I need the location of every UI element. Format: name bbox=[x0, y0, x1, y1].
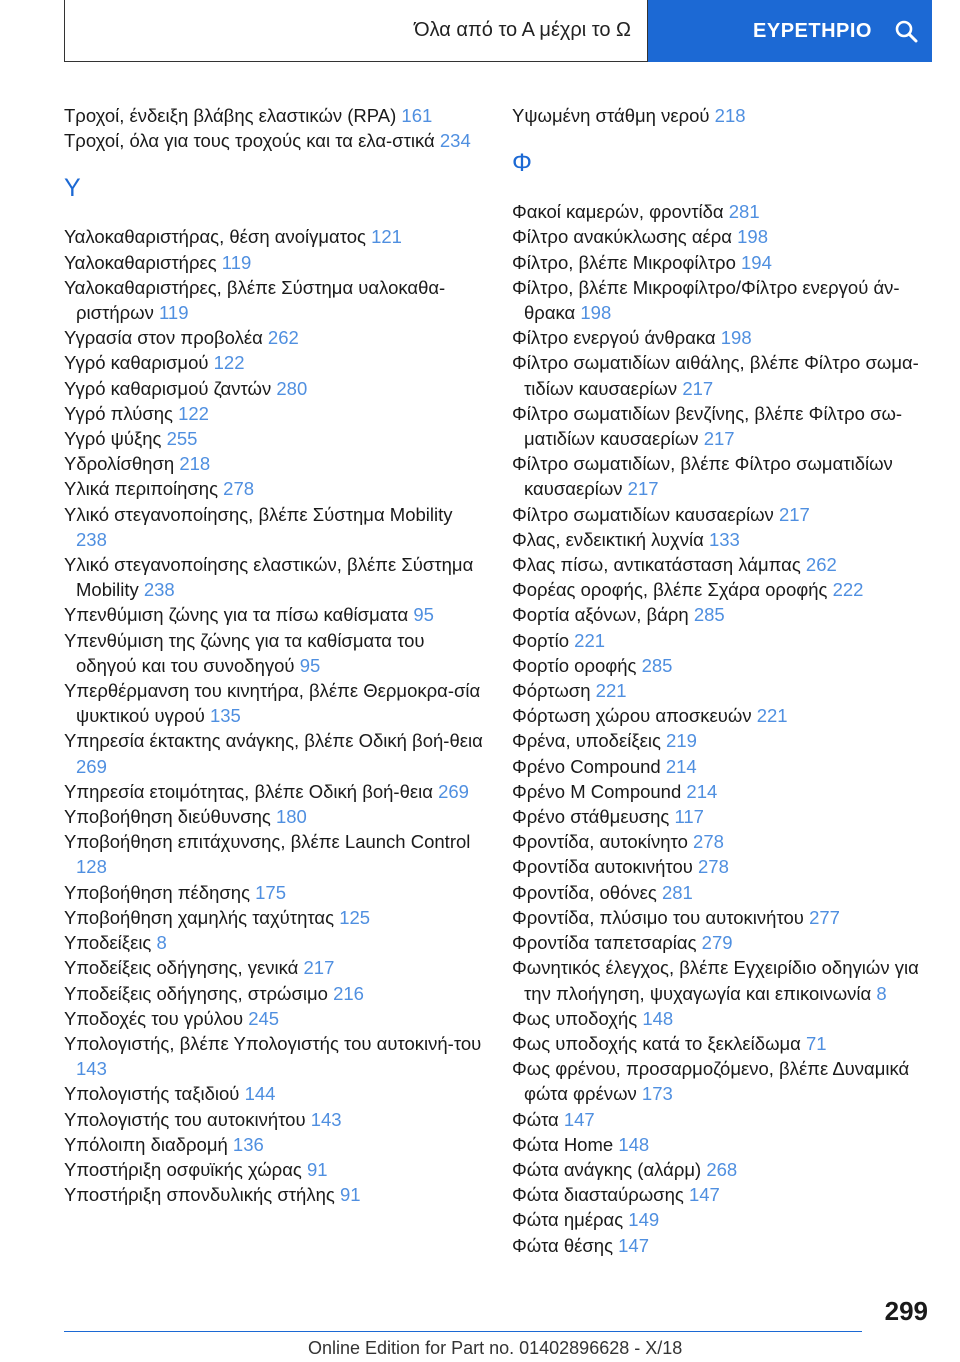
index-entry bbox=[512, 1132, 932, 1157]
index-entry-text: Φως υποδοχής κατά το ξεκλείδωμα bbox=[512, 1032, 807, 1054]
index-entry-page-link[interactable]: 217 bbox=[682, 377, 714, 399]
index-entry bbox=[64, 829, 484, 879]
index-entry-text: Τροχοί, όλα για τους τροχούς και τα ελα-στικά bbox=[64, 130, 440, 152]
index-entry-text: Φρένο στάθμευσης bbox=[512, 806, 675, 828]
index-entry-page-link[interactable]: 117 bbox=[674, 806, 704, 828]
index-entry-page-link[interactable]: 245 bbox=[248, 1007, 280, 1029]
index-entry-page-link[interactable]: 262 bbox=[267, 327, 299, 349]
index-entry bbox=[512, 754, 932, 779]
index-entry bbox=[512, 199, 932, 224]
index-entry-text: Υποδείξεις οδήγησης, στρώσιμο bbox=[64, 982, 334, 1004]
index-entry-text: Υλικό στεγανοποίησης, βλέπε Σύστημα Mobility bbox=[64, 503, 453, 525]
index-entry bbox=[64, 905, 484, 930]
index-entry-page-link[interactable]: 279 bbox=[701, 932, 733, 954]
index-entry-text: Φως υποδοχής bbox=[512, 1007, 643, 1029]
index-entry-text: Φώτα διασταύρωσης bbox=[512, 1184, 689, 1206]
index-entry-page-link[interactable]: 198 bbox=[580, 302, 612, 324]
index-entry-text: Φορτία αξόνων, βάρη bbox=[512, 604, 694, 626]
index-entry bbox=[512, 804, 932, 829]
index-entry-text: Υπολογιστής του αυτοκινήτου bbox=[64, 1108, 311, 1130]
index-entry bbox=[64, 602, 484, 627]
index-entry bbox=[512, 527, 932, 552]
index-entry bbox=[512, 250, 932, 275]
index-entry-page-link[interactable]: 278 bbox=[698, 856, 729, 878]
index-entry-text: Φώτα Home bbox=[512, 1133, 619, 1155]
index-entry bbox=[512, 1233, 932, 1258]
index-entry-page-link[interactable]: 285 bbox=[693, 604, 725, 626]
index-entry-text: Φώτα θέσης bbox=[512, 1234, 619, 1256]
index-entry bbox=[64, 804, 484, 829]
index-entry bbox=[512, 1031, 932, 1056]
index-entry bbox=[64, 451, 484, 476]
index-entry-page-link[interactable]: 269 bbox=[76, 755, 107, 777]
index-entry-text: Φορτίο οροφής bbox=[512, 654, 642, 676]
index-entry bbox=[64, 779, 484, 804]
index-entry-page-link[interactable]: 71 bbox=[806, 1032, 827, 1054]
index-entry-text: Φροντίδα αυτοκινήτου bbox=[512, 856, 699, 878]
index-entry bbox=[512, 678, 932, 703]
index-entry-page-link[interactable]: 285 bbox=[641, 654, 673, 676]
index-entry bbox=[64, 880, 484, 905]
index-entry-page-link[interactable]: 278 bbox=[223, 478, 255, 500]
index-entry-page-link[interactable]: 143 bbox=[310, 1108, 342, 1130]
index-entry-text: Υγρό καθαρισμού ζαντών bbox=[64, 377, 277, 399]
index-entry bbox=[512, 653, 932, 678]
index-entry-text: Φροντίδα ταπετσαρίας bbox=[512, 932, 702, 954]
header bbox=[64, 0, 932, 64]
index-entry bbox=[512, 224, 932, 249]
index-entry-page-link[interactable]: 280 bbox=[276, 377, 308, 399]
index-entry bbox=[512, 1157, 932, 1182]
index-entry-page-link[interactable]: 218 bbox=[179, 453, 211, 475]
index-entry-page-link[interactable]: 221 bbox=[595, 680, 627, 702]
index-entry-page-link[interactable]: 194 bbox=[741, 251, 772, 273]
index-entry-page-link[interactable]: 198 bbox=[737, 226, 768, 248]
index-entry-text: Υπόλοιπη διαδρομή bbox=[64, 1133, 233, 1155]
index-entry-page-link[interactable]: 144 bbox=[244, 1083, 276, 1105]
search-icon[interactable] bbox=[894, 19, 918, 43]
tab-all-a-to-z[interactable] bbox=[64, 0, 648, 62]
index-entry-text: Φίλτρο, βλέπε Μικροφίλτρο bbox=[512, 251, 742, 273]
index-entry-text: Υπηρεσία ετοιμότητας, βλέπε Οδική βοή-θεια bbox=[64, 780, 439, 802]
index-entry-page-link[interactable]: 173 bbox=[641, 1083, 673, 1105]
index-entry bbox=[64, 401, 484, 426]
index-entry-page-link[interactable]: 95 bbox=[413, 604, 434, 626]
index-entry bbox=[64, 1031, 484, 1081]
index-entry bbox=[64, 426, 484, 451]
index-entry-page-link[interactable]: 198 bbox=[720, 327, 752, 349]
index-entry bbox=[512, 829, 932, 854]
index-entry bbox=[64, 325, 484, 350]
index-entry-page-link[interactable]: 221 bbox=[756, 705, 788, 727]
index-entry-page-link[interactable]: 278 bbox=[693, 831, 724, 853]
index-entry-text: Υδρολίσθηση bbox=[64, 453, 180, 475]
index-entry-text: Υποδοχές του γρύλου bbox=[64, 1007, 249, 1029]
index-entry-text: Φίλτρο σωματιδίων καυσαερίων bbox=[512, 503, 779, 525]
index-entry-text: Υαλοκαθαριστήρες bbox=[64, 251, 222, 273]
index-entry bbox=[64, 128, 484, 153]
index-entry-page-link[interactable]: 222 bbox=[832, 579, 864, 601]
index-column-left bbox=[64, 103, 484, 1207]
index-entry-text: Φίλτρο, βλέπε Μικροφίλτρο/Φίλτρο ενεργού άν-θρακα bbox=[512, 276, 900, 324]
index-entry-page-link[interactable]: 91 bbox=[306, 1158, 328, 1180]
index-entry bbox=[512, 854, 932, 879]
right-entries-top bbox=[512, 103, 932, 128]
index-entry bbox=[512, 577, 932, 602]
index-entry bbox=[64, 1006, 484, 1031]
index-entry bbox=[64, 1132, 484, 1157]
index-entry bbox=[64, 628, 484, 678]
index-entry bbox=[512, 880, 932, 905]
index-entry bbox=[64, 224, 484, 249]
index-entry-page-link[interactable]: 234 bbox=[439, 130, 471, 152]
section-letter-upsilon: Υ bbox=[64, 174, 81, 203]
index-entry-text: Υπολογιστής ταξιδιού bbox=[64, 1083, 245, 1105]
index-entry-text: Φόρτωση bbox=[512, 680, 596, 702]
index-entry-page-link[interactable]: 255 bbox=[166, 428, 198, 450]
page-number: 299 bbox=[884, 1296, 928, 1326]
index-entry bbox=[64, 103, 484, 128]
index-entry-text: Φίλτρο ενεργού άνθρακα bbox=[512, 327, 721, 349]
index-entry bbox=[512, 103, 932, 128]
index-entry bbox=[512, 703, 932, 728]
index-entry-page-link[interactable]: 122 bbox=[213, 352, 245, 374]
index-entry-page-link[interactable]: 136 bbox=[232, 1133, 264, 1155]
footer-divider bbox=[64, 1331, 862, 1332]
index-entry bbox=[512, 1006, 932, 1031]
index-entry-page-link[interactable]: 217 bbox=[627, 478, 659, 500]
index-entry bbox=[64, 1182, 484, 1207]
index-entry-page-link[interactable]: 91 bbox=[339, 1184, 361, 1206]
index-entry-text: Φώτα ανάγκης (αλάρμ) bbox=[512, 1158, 707, 1180]
index-entry-text: Φρένο Compound bbox=[512, 755, 666, 777]
index-entry bbox=[64, 930, 484, 955]
index-entry-page-link[interactable]: 119 bbox=[221, 251, 252, 273]
index-entry bbox=[64, 1107, 484, 1132]
index-entry-page-link[interactable]: 161 bbox=[401, 105, 433, 126]
index-entry bbox=[64, 1157, 484, 1182]
index-entry-text: Υλικά περιποίησης bbox=[64, 478, 224, 500]
index-entry-page-link[interactable]: 148 bbox=[618, 1133, 650, 1155]
index-entry-page-link[interactable]: 268 bbox=[706, 1158, 738, 1180]
index-entry-text: Υπηρεσία έκτακτης ανάγκης, βλέπε Οδική βοή-θεια bbox=[64, 730, 483, 752]
index-entry-page-link[interactable]: 217 bbox=[303, 957, 335, 979]
index-entry-text: Φλας, ενδεικτική λυχνία bbox=[512, 528, 709, 550]
index-entry bbox=[64, 376, 484, 401]
index-entry bbox=[512, 779, 932, 804]
index-entry-text: Υποβοήθηση επιτάχυνσης, βλέπε Launch Control bbox=[64, 831, 471, 853]
tab-index[interactable] bbox=[648, 0, 932, 62]
index-entry-text: Υγρό καθαρισμού bbox=[64, 352, 214, 374]
index-entry-text: Φρένα, υποδείξεις bbox=[512, 730, 667, 752]
index-entry-text: Υλικό στεγανοποίησης ελαστικών, βλέπε Σύστημα Mobility bbox=[64, 554, 474, 601]
index-entry-page-link[interactable]: 143 bbox=[76, 1058, 107, 1080]
index-entry-page-link[interactable]: 147 bbox=[563, 1108, 595, 1130]
index-column-right bbox=[512, 103, 932, 1258]
index-entry-page-link[interactable]: 221 bbox=[574, 629, 606, 651]
index-entry bbox=[64, 981, 484, 1006]
index-entry bbox=[64, 476, 484, 501]
index-entry-text: Υψωμένη στάθμη νερού bbox=[512, 105, 715, 126]
index-entry-page-link[interactable]: 119 bbox=[159, 302, 189, 324]
index-entry-page-link[interactable]: 281 bbox=[728, 201, 760, 223]
index-entry-text: Φώτα bbox=[512, 1108, 564, 1130]
index-entry-page-link[interactable]: 95 bbox=[299, 654, 321, 676]
left-entries-top bbox=[64, 103, 484, 153]
index-entry-page-link[interactable]: 149 bbox=[628, 1209, 660, 1231]
index-entry-page-link[interactable]: 133 bbox=[708, 528, 740, 550]
index-entry-text: Φορτίο bbox=[512, 629, 575, 651]
index-entry bbox=[512, 1056, 932, 1106]
footer-edition-text: Online Edition for Part no. 01402896628 - X/18 bbox=[308, 1338, 683, 1358]
index-entry-page-link[interactable]: 122 bbox=[178, 402, 209, 424]
index-entry bbox=[64, 552, 484, 602]
index-entry-text: Φλας πίσω, αντικατάσταση λάμπας bbox=[512, 554, 806, 576]
index-entry bbox=[512, 728, 932, 753]
index-entry-text: Υπενθύμιση ζώνης για τα πίσω καθίσματα bbox=[64, 604, 414, 626]
index-entry-page-link[interactable]: 214 bbox=[686, 780, 718, 802]
index-entry-page-link[interactable]: 238 bbox=[143, 579, 175, 601]
index-entry bbox=[512, 602, 932, 627]
index-entry bbox=[512, 1107, 932, 1132]
index-entry bbox=[512, 1207, 932, 1232]
index-entry bbox=[512, 401, 932, 451]
index-entry bbox=[512, 628, 932, 653]
index-entry-page-link[interactable]: 175 bbox=[255, 881, 287, 903]
index-entry-text: Φορέας οροφής, βλέπε Σχάρα οροφής bbox=[512, 579, 833, 601]
tab-index-label: ΕΥΡΕΤΗΡΙΟ bbox=[753, 19, 872, 42]
index-entry bbox=[512, 552, 932, 577]
index-entry bbox=[512, 1182, 932, 1207]
index-entry-text: Υγρασία στον προβολέα bbox=[64, 327, 268, 349]
index-entry-page-link[interactable]: 8 bbox=[156, 932, 167, 954]
index-entry-text: Φροντίδα, οθόνες bbox=[512, 881, 662, 903]
index-entry-page-link[interactable]: 180 bbox=[275, 806, 307, 828]
index-entry-text: Φωνητικός έλεγχος, βλέπε Εγχειρίδιο οδηγιών για την πλοήγηση, ψυχαγωγία και επικοινωνία bbox=[512, 957, 919, 1004]
index-entry bbox=[512, 905, 932, 930]
index-entry-page-link[interactable]: 128 bbox=[76, 856, 107, 878]
index-entry bbox=[512, 502, 932, 527]
tab-all-label: Όλα από το Α μέχρι το Ω bbox=[414, 19, 631, 41]
index-entry-page-link[interactable]: 125 bbox=[339, 906, 371, 928]
index-entry-text: Υποδείξεις bbox=[64, 932, 157, 954]
index-entry-page-link[interactable]: 277 bbox=[809, 906, 840, 928]
index-entry bbox=[512, 930, 932, 955]
index-entry-text: Υποδείξεις οδήγησης, γενικά bbox=[64, 957, 304, 979]
index-entry-text: Φώτα ημέρας bbox=[512, 1209, 629, 1231]
index-entry bbox=[512, 955, 932, 1005]
index-entry-page-link[interactable]: 216 bbox=[333, 982, 364, 1004]
index-entry-text: Φίλτρο σωματιδίων αιθάλης, βλέπε Φίλτρο σωμα-τιδίων καυσαερίων bbox=[512, 352, 919, 399]
index-entry-page-link[interactable]: 269 bbox=[438, 780, 469, 802]
index-entry-page-link[interactable]: 214 bbox=[665, 755, 697, 777]
index-entry-text: Υποβοήθηση πέδησης bbox=[64, 881, 256, 903]
index-entry-page-link[interactable]: 135 bbox=[209, 705, 241, 727]
index-entry-text: Υγρό πλύσης bbox=[64, 402, 179, 424]
index-entry-page-link[interactable]: 262 bbox=[805, 554, 837, 576]
index-entry bbox=[64, 728, 484, 778]
index-entry bbox=[64, 250, 484, 275]
left-entries bbox=[64, 224, 484, 1207]
index-entry-page-link[interactable]: 238 bbox=[76, 528, 107, 550]
index-entry-page-link[interactable]: 218 bbox=[714, 105, 746, 126]
index-entry bbox=[64, 275, 484, 325]
index-entry-page-link[interactable]: 148 bbox=[642, 1007, 674, 1029]
index-entry-text: Υπολογιστής, βλέπε Υπολογιστής του αυτοκινή-του bbox=[64, 1032, 482, 1054]
index-entry-text: Υποβοήθηση διεύθυνσης bbox=[64, 806, 276, 828]
index-entry-text: Υποβοήθηση χαμηλής ταχύτητας bbox=[64, 906, 340, 928]
index-entry-text: Φως φρένου, προσαρμοζόμενο, βλέπε Δυναμικά φώτα φρένων bbox=[512, 1058, 910, 1105]
index-entry bbox=[512, 325, 932, 350]
index-entry bbox=[64, 678, 484, 728]
index-entry-text: Φίλτρο σωματιδίων, βλέπε Φίλτρο σωματιδίων καυσαερίων bbox=[512, 453, 893, 500]
index-entry-text: Υαλοκαθαριστήρες, βλέπε Σύστημα υαλοκαθα-ριστήρων bbox=[64, 276, 446, 324]
index-entry-text: Υγρό ψύξης bbox=[64, 428, 167, 450]
index-entry-text: Φίλτρο σωματιδίων βενζίνης, βλέπε Φίλτρο σω-ματιδίων καυσαερίων bbox=[512, 402, 903, 450]
right-entries bbox=[512, 199, 932, 1258]
index-entry-text: Υαλοκαθαριστήρας, θέση ανοίγματος bbox=[64, 226, 372, 248]
index-entry-text: Τροχοί, ένδειξη βλάβης ελαστικών (RPA) bbox=[64, 105, 402, 126]
index-entry-text: Φίλτρο ανακύκλωσης αέρα bbox=[512, 226, 738, 248]
index-entry-text: Υπερθέρμανση του κινητήρα, βλέπε Θερμοκρα-σία ψυκτικού υγρού bbox=[64, 680, 481, 727]
index-entry-text: Υποστήριξη σπονδυλικής στήλης bbox=[64, 1184, 340, 1206]
index-entry bbox=[512, 451, 932, 501]
index-entry-text: Φόρτωση χώρου αποσκευών bbox=[512, 705, 757, 727]
index-entry-page-link[interactable]: 217 bbox=[703, 428, 735, 450]
index-entry bbox=[512, 350, 932, 400]
index-entry-page-link[interactable]: 121 bbox=[371, 226, 402, 248]
index-entry bbox=[64, 1081, 484, 1106]
index-entry-page-link[interactable]: 219 bbox=[666, 730, 697, 752]
index-entry-text: Φροντίδα, αυτοκίνητο bbox=[512, 831, 694, 853]
index-entry-page-link[interactable]: 217 bbox=[778, 503, 810, 525]
index-entry-text: Υποστήριξη οσφυϊκής χώρας bbox=[64, 1158, 307, 1180]
index-entry-text: Φροντίδα, πλύσιμο του αυτοκινήτου bbox=[512, 906, 810, 928]
index-entry-page-link[interactable]: 147 bbox=[688, 1184, 720, 1206]
index-entry-page-link[interactable]: 8 bbox=[876, 982, 887, 1004]
section-letter-phi: Φ bbox=[512, 149, 532, 178]
index-entry bbox=[64, 955, 484, 980]
index-entry-text: Φακοί καμερών, φροντίδα bbox=[512, 201, 729, 223]
index-entry bbox=[64, 502, 484, 552]
index-entry-page-link[interactable]: 147 bbox=[618, 1234, 649, 1256]
index-entry-text: Υπενθύμιση της ζώνης για τα καθίσματα του οδηγού και του συνοδηγού bbox=[64, 629, 425, 676]
index-entry-text: Φρένο M Compound bbox=[512, 780, 687, 802]
index-entry bbox=[64, 350, 484, 375]
index-entry-page-link[interactable]: 281 bbox=[661, 881, 693, 903]
index-entry bbox=[512, 275, 932, 325]
